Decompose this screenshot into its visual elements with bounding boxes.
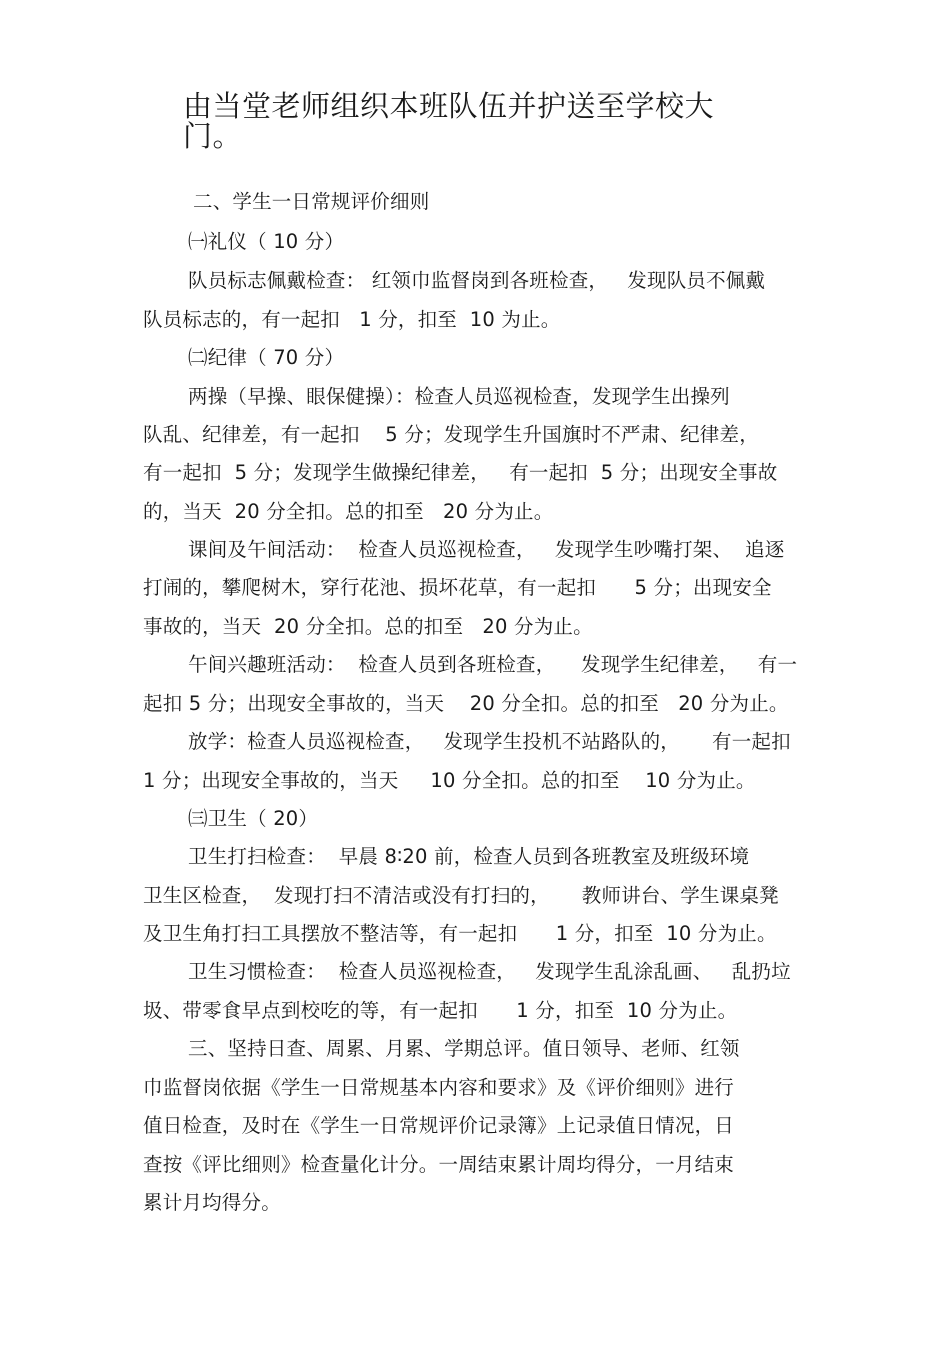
paragraph-line: 三、坚持日查、周累、月累、学期总评。值日领导、老师、红领 bbox=[188, 1037, 740, 1060]
paragraph-line: 卫生习惯检查： 检查人员巡视检查， 发现学生乱涂乱画、 乱扔垃 bbox=[188, 960, 791, 983]
paragraph-line: 队员标志的，有一起扣 1 分，扣至 10 为止。 bbox=[143, 308, 561, 331]
paragraph-line: 值日检查，及时在《学生一日常规评价记录簿》上记录值日情况，日 bbox=[143, 1114, 735, 1137]
subsection-heading: ㈡纪律（ 70 分） bbox=[188, 346, 345, 369]
paragraph-line: 事故的，当天 20 分全扣。总的扣至 20 分为止。 bbox=[143, 615, 593, 638]
paragraph-line: 及卫生角打扫工具摆放不整洁等，有一起扣 1 分，扣至 10 分为止。 bbox=[143, 922, 777, 945]
paragraph-line: 打闹的，攀爬树木，穿行花池、损坏花草，有一起扣 5 分；出现安全 bbox=[143, 576, 772, 599]
paragraph-line: 查按《评比细则》检查量化计分。一周结束累计周均得分，一月结束 bbox=[143, 1153, 735, 1176]
paragraph-line: 起扣 5 分；出现安全事故的，当天 20 分全扣。总的扣至 20 分为止。 bbox=[143, 692, 789, 715]
paragraph-line: 由当堂老师组织本班队伍并护送至学校大 bbox=[183, 89, 715, 123]
paragraph-line: 门。 bbox=[183, 119, 243, 153]
paragraph-line: 圾、带零食早点到校吃的等，有一起扣 1 分，扣至 10 分为止。 bbox=[143, 999, 738, 1022]
paragraph-line: 有一起扣 5 分；发现学生做操纪律差， 有一起扣 5 分；出现安全事故 bbox=[143, 461, 778, 484]
section-heading: 二、学生一日常规评价细则 bbox=[193, 190, 430, 213]
subsection-heading: ㈠礼仪（ 10 分） bbox=[188, 230, 345, 253]
paragraph-line: 1 分；出现安全事故的，当天 10 分全扣。总的扣至 10 分为止。 bbox=[143, 769, 756, 792]
paragraph-line: 累计月均得分。 bbox=[143, 1191, 281, 1214]
paragraph-line: 队员标志佩戴检查： 红领巾监督岗到各班检查， 发现队员不佩戴 bbox=[188, 269, 766, 292]
subsection-heading: ㈢卫生（ 20） bbox=[188, 807, 319, 830]
paragraph-line: 卫生区检查， 发现打扫不清洁或没有打扫的， 教师讲台、学生课桌凳 bbox=[143, 884, 779, 907]
paragraph-line: 午间兴趣班活动： 检查人员到各班检查， 发现学生纪律差， 有一 bbox=[188, 653, 798, 676]
paragraph-line: 的，当天 20 分全扣。总的扣至 20 分为止。 bbox=[143, 500, 554, 523]
paragraph-line: 放学：检查人员巡视检查， 发现学生投机不站路队的， 有一起扣 bbox=[188, 730, 791, 753]
paragraph-line: 巾监督岗依据《学生一日常规基本内容和要求》及《评价细则》进行 bbox=[143, 1076, 735, 1099]
paragraph-line: 卫生打扫检查： 早晨 8∶20 前，检查人员到各班教室及班级环境 bbox=[188, 845, 750, 868]
paragraph-line: 两操（早操、眼保健操）：检查人员巡视检查，发现学生出操列 bbox=[188, 385, 730, 408]
paragraph-line: 课间及午间活动： 检查人员巡视检查， 发现学生吵嘴打架、 追逐 bbox=[188, 538, 785, 561]
paragraph-line: 队乱、纪律差，有一起扣 5 分；发现学生升国旗时不严肃、纪律差， bbox=[143, 423, 759, 446]
